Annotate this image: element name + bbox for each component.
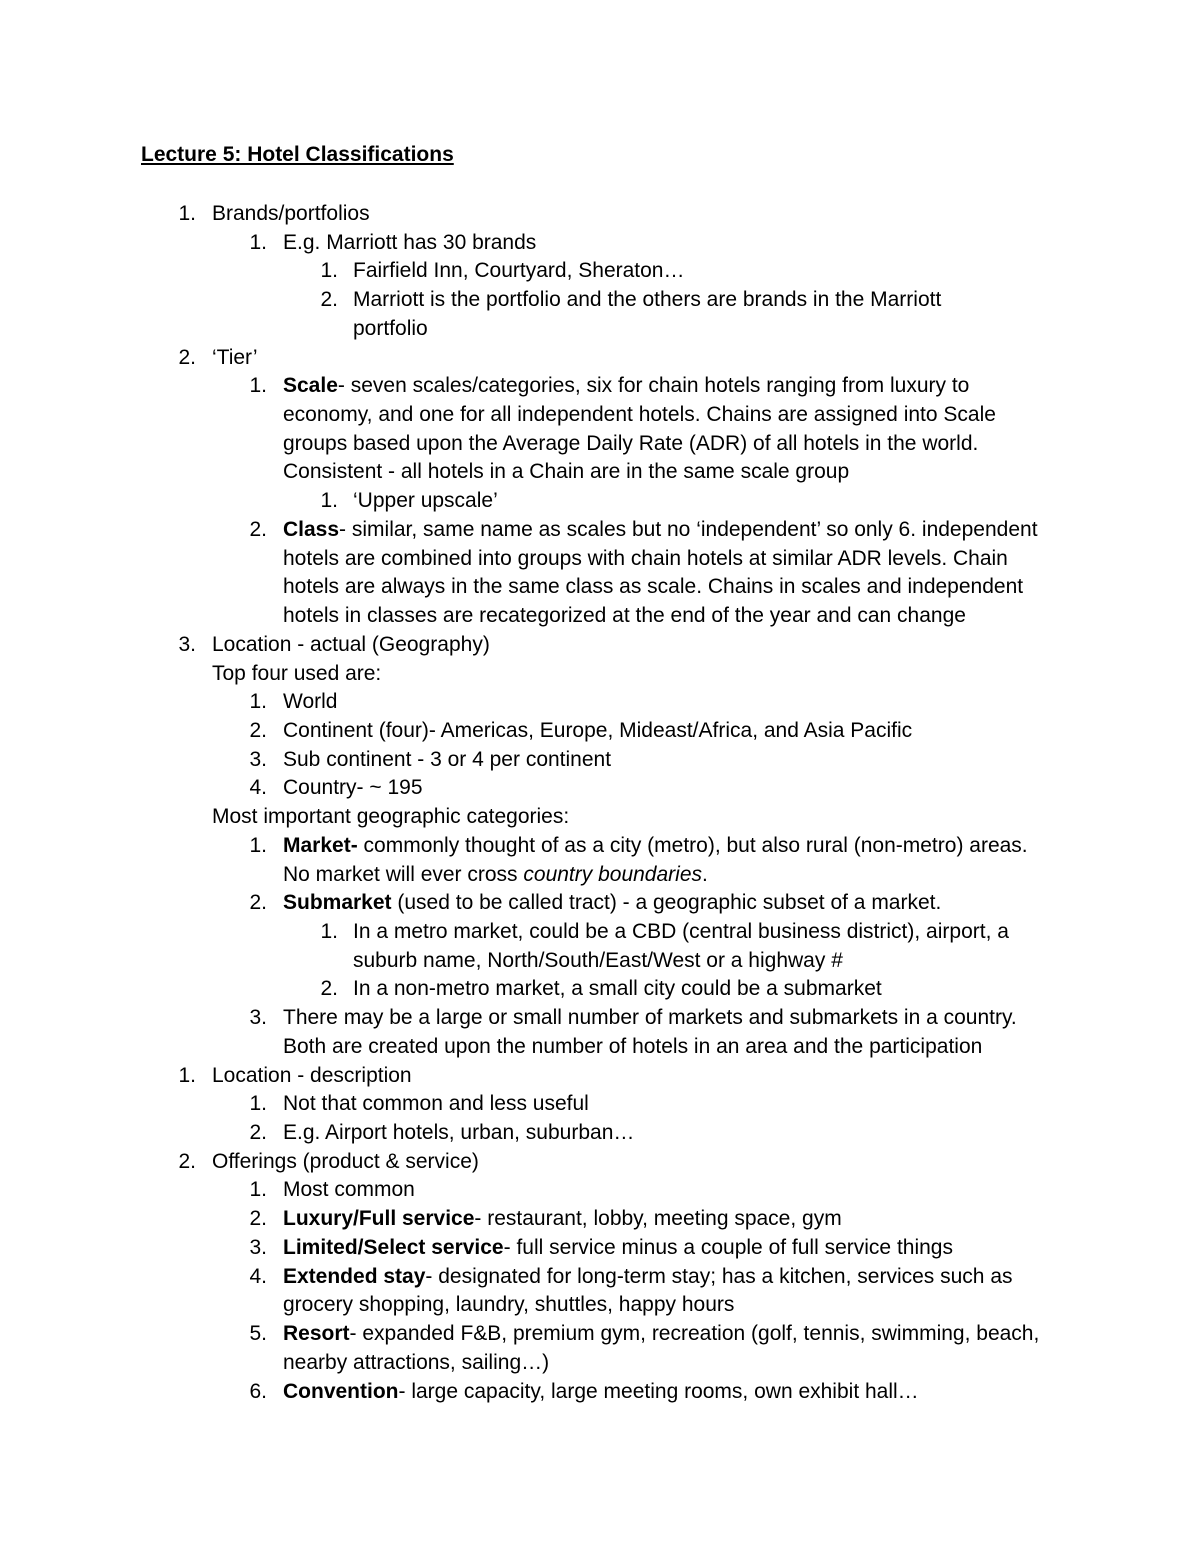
- text-run: World: [283, 690, 338, 714]
- text-run: groups based upon the Average Daily Rate (ADR) of all hotels in the world.: [283, 431, 979, 455]
- lecture-title: Lecture 5: Hotel Classifications: [141, 143, 454, 166]
- item-text: [212, 200, 370, 229]
- item-text: [283, 1378, 919, 1407]
- item-number: 1.: [249, 374, 267, 398]
- item-number: 2.: [249, 517, 267, 541]
- text-run: - similar, same name as scales but no ‘independent’ so only 6. independent: [339, 517, 1038, 541]
- item-text: [212, 660, 381, 689]
- bold-term: Scale: [283, 374, 338, 398]
- item-text: [283, 1320, 1039, 1349]
- item-text: [212, 803, 569, 832]
- text-run: Location - actual (Geography): [212, 632, 490, 656]
- text-run: Brands/portfolios: [212, 202, 370, 225]
- item-number: 1.: [178, 1063, 196, 1087]
- item-text: [212, 631, 490, 660]
- text-run: - large capacity, large meeting rooms, own exhibit hall…: [398, 1379, 919, 1403]
- item-text: [283, 688, 337, 717]
- item-text: [283, 1119, 634, 1148]
- text-run: - restaurant, lobby, meeting space, gym: [474, 1207, 842, 1231]
- item-number: 4.: [249, 776, 267, 800]
- item-text: [283, 516, 1038, 545]
- text-run: Consistent - all hotels in a Chain are in the same scale group: [283, 460, 850, 484]
- text-run: Sub continent - 3 or 4 per continent: [283, 747, 612, 771]
- bold-term: Market-: [283, 833, 358, 857]
- item-text: [212, 1148, 479, 1177]
- item-text: [283, 1263, 1013, 1292]
- item-text: [212, 1062, 412, 1091]
- text-run: .: [702, 862, 708, 886]
- text-run: E.g. Marriott has 30 brands: [283, 230, 537, 254]
- item-number: 3.: [249, 747, 267, 771]
- bold-term: Resort: [283, 1322, 350, 1346]
- item-number: 6.: [249, 1379, 267, 1403]
- item-text: [283, 861, 708, 890]
- text-run: hotels in classes are recategorized at the end of the year and can change: [283, 604, 966, 628]
- bold-term: Convention: [283, 1379, 399, 1403]
- item-text: [283, 889, 941, 918]
- item-number: 3.: [178, 632, 196, 656]
- item-text: [283, 458, 849, 487]
- bold-term: Submarket: [283, 891, 392, 915]
- text-run: - seven scales/categories, six for chain hotels ranging from luxury to: [337, 374, 970, 398]
- item-number: 2.: [249, 891, 267, 915]
- item-text: [353, 257, 685, 286]
- text-run: ‘Upper upscale’: [353, 489, 498, 513]
- text-run: suburb name, North/South/East/West or a highway #: [353, 948, 843, 972]
- text-run: portfolio: [353, 316, 428, 340]
- text-run: Marriott is the portfolio and the others are brands in the Marriott: [353, 288, 942, 312]
- item-text: [283, 1234, 953, 1263]
- item-text: [353, 947, 843, 976]
- bold-term: Extended stay: [283, 1264, 426, 1288]
- text-run: economy, and one for all independent hotels. Chains are assigned into Scale: [283, 403, 996, 427]
- item-text: [283, 602, 966, 631]
- text-run: Country- ~ 195: [283, 776, 423, 800]
- text-run: Fairfield Inn, Courtyard, Sheraton…: [353, 259, 685, 283]
- item-number: 2.: [249, 1121, 267, 1145]
- item-number: 2.: [249, 718, 267, 742]
- text-run: hotels are always in the same class as scale. Chains in scales and independent: [283, 575, 1024, 599]
- item-number: 4.: [249, 1264, 267, 1288]
- text-run: - designated for long-term stay; has a kitchen, services such as: [425, 1264, 1013, 1288]
- item-number: 2.: [178, 1149, 196, 1173]
- item-number: 1.: [178, 202, 196, 225]
- text-run: (used to be called tract) - a geographic subset of a market.: [391, 891, 942, 915]
- text-run: Not that common and less useful: [283, 1092, 589, 1116]
- item-text: [283, 229, 536, 258]
- item-text: [283, 1349, 549, 1378]
- item-number: 2.: [320, 288, 338, 312]
- item-text: [283, 746, 611, 775]
- item-text: [283, 832, 1028, 861]
- item-text: [283, 401, 996, 430]
- item-text: [212, 344, 258, 373]
- item-number: 2.: [249, 1207, 267, 1231]
- text-run: Most common: [283, 1178, 415, 1202]
- text-run: Continent (four)- Americas, Europe, Mideast/Africa, and Asia Pacific: [283, 718, 913, 742]
- item-text: [283, 1004, 1017, 1033]
- item-number: 1.: [249, 1092, 267, 1116]
- text-run: E.g. Airport hotels, urban, suburban…: [283, 1121, 635, 1145]
- item-number: 1.: [249, 1178, 267, 1202]
- text-run: commonly thought of as a city (metro), but also rural (non-metro) areas.: [357, 833, 1028, 857]
- item-text: [283, 545, 1008, 574]
- text-run: Most important geographic categories:: [212, 805, 570, 829]
- item-number: 2.: [178, 345, 196, 369]
- text-run: Offerings (product & service): [212, 1149, 479, 1173]
- text-run: In a non-metro market, a small city could be a submarket: [353, 977, 882, 1001]
- item-text: [353, 315, 428, 344]
- item-text: [283, 1205, 842, 1234]
- item-number: 3.: [249, 1006, 267, 1030]
- item-text: [283, 1033, 982, 1062]
- item-text: [353, 975, 882, 1004]
- text-run: No market will ever cross: [283, 862, 524, 886]
- item-number: 1.: [320, 259, 338, 283]
- item-text: [353, 286, 941, 315]
- item-number: 1.: [249, 230, 267, 254]
- item-text: [283, 1090, 589, 1119]
- text-run: grocery shopping, laundry, shuttles, happy hours: [283, 1293, 735, 1317]
- text-run: - expanded F&B, premium gym, recreation (golf, tennis, swimming, beach,: [349, 1322, 1040, 1346]
- item-number: 3.: [249, 1235, 267, 1259]
- item-number: 1.: [249, 833, 267, 857]
- text-run: nearby attractions, sailing…): [283, 1350, 550, 1374]
- item-number: 1.: [249, 690, 267, 714]
- item-text: [283, 1176, 415, 1205]
- text-run: In a metro market, could be a CBD (central business district), airport, a: [353, 920, 1009, 943]
- text-run: ‘Tier’: [212, 345, 258, 369]
- item-text: [283, 717, 912, 746]
- bold-term: Class: [283, 517, 340, 541]
- bold-term: Luxury/Full service: [283, 1207, 475, 1231]
- text-run: There may be a large or small number of markets and submarkets in a country.: [283, 1006, 1017, 1030]
- item-text: [283, 1291, 734, 1320]
- italic-text: country boundaries: [523, 862, 703, 886]
- item-text: [283, 430, 978, 459]
- text-run: hotels are combined into groups with chain hotels at similar ADR levels. Chain: [283, 546, 1008, 570]
- bold-term: Limited/Select service: [283, 1235, 504, 1259]
- item-text: [283, 372, 969, 401]
- item-number: 2.: [320, 977, 338, 1001]
- item-text: [353, 918, 1009, 947]
- text-run: Top four used are:: [212, 661, 382, 685]
- text-run: Both are created upon the number of hotels in an area and the participation: [283, 1034, 983, 1058]
- item-text: [353, 487, 498, 516]
- item-number: 1.: [320, 489, 338, 513]
- item-number: 1.: [320, 920, 338, 943]
- item-number: 5.: [249, 1322, 267, 1346]
- text-run: Location - description: [212, 1063, 412, 1087]
- text-run: - full service minus a couple of full service things: [503, 1235, 953, 1259]
- item-text: [283, 573, 1023, 602]
- item-text: [283, 774, 423, 803]
